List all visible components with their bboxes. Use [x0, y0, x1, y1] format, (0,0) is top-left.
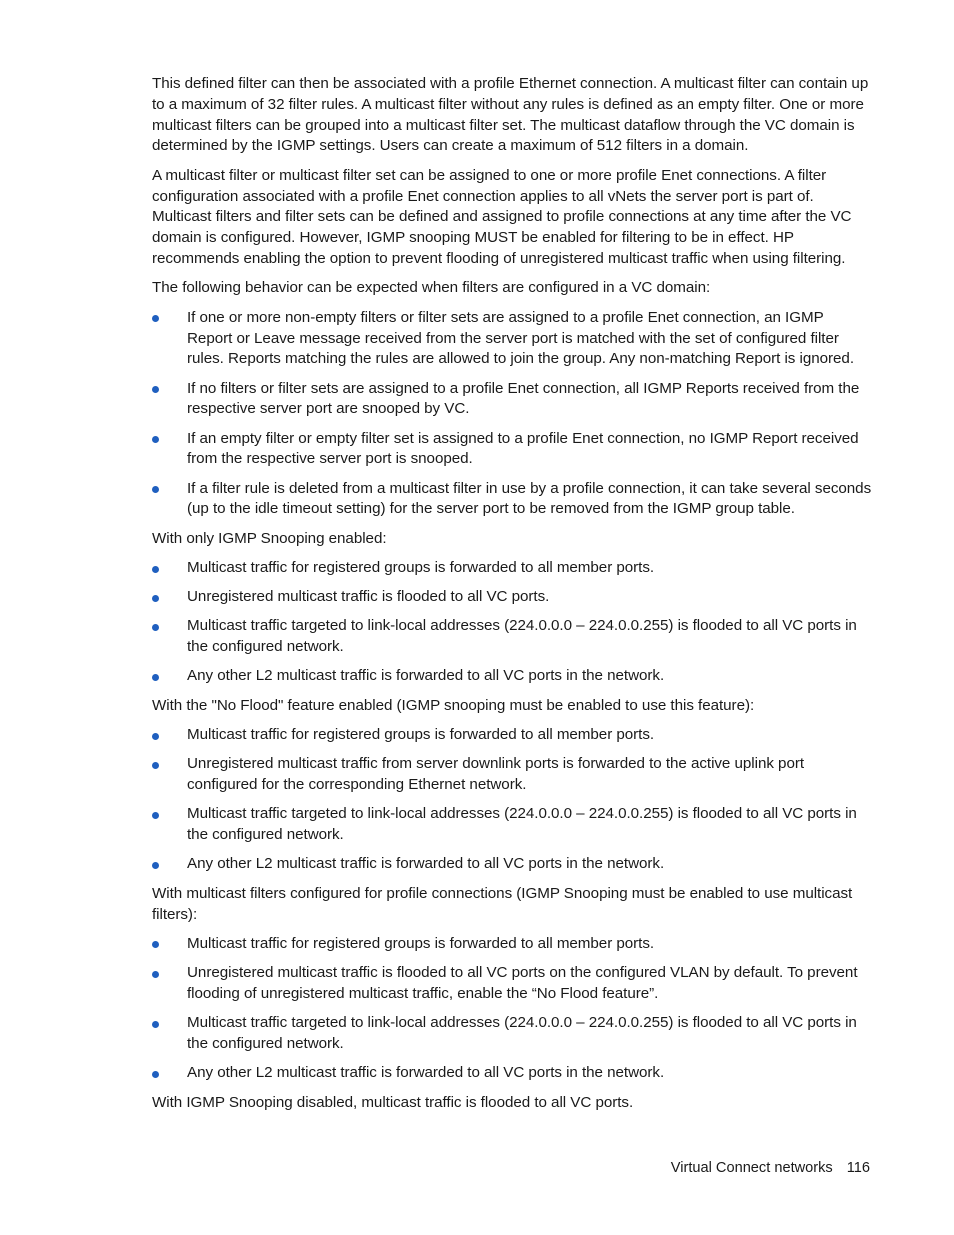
- paragraph-filter-assignment: A multicast filter or multicast filter set can be assigned to one or more profile Enet connections. A filter configuration associated with a profile Enet connection applies to all vNets the server port is part of. Multicast filters and filter sets can be defined and assigned to profile connections at any time after the VC domain is configured. However, IGMP snooping MUST be enabled for filtering to be in effect. HP recommends enabling the option to prevent flooding of unregistered multicast traffic when using filtering.: [152, 166, 852, 267]
- list-item: [152, 754, 872, 796]
- list-item-text: Multicast traffic for registered groups is forwarded to all member ports.: [187, 559, 655, 577]
- footer-section-title: Virtual Connect networks: [670, 1160, 833, 1176]
- bullet-icon: [152, 971, 159, 978]
- list-item: [152, 479, 872, 521]
- bullet-icon: [152, 436, 159, 443]
- list-item: [152, 934, 872, 955]
- bullet-icon: [152, 1021, 159, 1028]
- paragraph-igmp-snooping-only: With only IGMP Snooping enabled:: [152, 529, 387, 547]
- list-item: [152, 558, 872, 579]
- paragraph-expected-behavior-intro: The following behavior can be expected when filters are configured in a VC domain:: [152, 279, 711, 297]
- list-item-text: Any other L2 multicast traffic is forwarded to all VC ports in the network.: [187, 855, 665, 873]
- filter-behavior-list: [152, 308, 872, 520]
- list-item-text: Any other L2 multicast traffic is forwarded to all VC ports in the network.: [187, 1064, 665, 1082]
- bullet-icon: [152, 862, 159, 869]
- bullet-icon: [152, 812, 159, 819]
- list-item: [152, 587, 872, 608]
- bullet-icon: [152, 733, 159, 740]
- list-item-text: If a filter rule is deleted from a multicast filter in use by a profile connection, it can take several seconds (up to the idle timeout setting) for the server port to be removed from the IGMP group table.: [187, 479, 872, 518]
- list-item-text: Multicast traffic targeted to link-local addresses (224.0.0.0 – 224.0.0.255) is flooded to all VC ports in the configured network.: [187, 1014, 857, 1052]
- multicast-filters-list: [152, 934, 872, 1084]
- list-item: [152, 429, 872, 471]
- list-item-text: Multicast traffic targeted to link-local addresses (224.0.0.0 – 224.0.0.255) is flooded to all VC ports in the configured network.: [187, 617, 857, 656]
- bullet-icon: [152, 386, 159, 393]
- bullet-icon: [152, 315, 159, 322]
- list-item: [152, 666, 872, 687]
- list-item: [152, 1063, 872, 1084]
- bullet-icon: [152, 674, 159, 681]
- list-item: [152, 804, 872, 846]
- paragraph-snooping-disabled: With IGMP Snooping disabled, multicast traffic is flooded to all VC ports.: [152, 1093, 634, 1111]
- list-item-text: Unregistered multicast traffic is flooded to all VC ports on the configured VLAN by default. To prevent flooding of unregistered multicast traffic, enable the “No Flood feature”.: [187, 964, 858, 1002]
- bullet-icon: [152, 566, 159, 573]
- bullet-icon: [152, 595, 159, 602]
- list-item-text: If an empty filter or empty filter set is assigned to a profile Enet connection, no IGMP Report received from the respective server port is snooped.: [187, 429, 859, 468]
- list-item: [152, 308, 872, 370]
- list-item: [152, 725, 872, 746]
- bullet-icon: [152, 624, 159, 631]
- paragraph-multicast-filters-configured: With multicast filters configured for profile connections (IGMP Snooping must be enabled to use multicast filters):: [152, 884, 853, 923]
- list-item: [152, 963, 872, 1005]
- bullet-icon: [152, 941, 159, 948]
- list-item-text: Any other L2 multicast traffic is forwarded to all VC ports in the network.: [187, 667, 665, 685]
- paragraph-no-flood-enabled: With the "No Flood" feature enabled (IGMP snooping must be enabled to use this feature):: [152, 696, 755, 714]
- list-item-text: Unregistered multicast traffic from server downlink ports is forwarded to the active uplink port configured for the corresponding Ethernet network.: [187, 755, 805, 794]
- list-item-text: Multicast traffic for registered groups is forwarded to all member ports.: [187, 726, 655, 744]
- list-item: [152, 1013, 872, 1055]
- no-flood-list: [152, 725, 872, 875]
- page-footer: [671, 1158, 870, 1178]
- list-item-text: Unregistered multicast traffic is flooded to all VC ports.: [187, 588, 550, 606]
- list-item-text: If one or more non-empty filters or filter sets are assigned to a profile Enet connection, an IGMP Report or Leave message received from the server port is matched with the set of configured filter rules. Reports matching the rules are allowed to join the group. Any non-matching Report is ignored.: [187, 308, 854, 368]
- igmp-snooping-only-list: [152, 558, 872, 687]
- list-item: [152, 616, 872, 658]
- bullet-icon: [152, 762, 159, 769]
- bullet-icon: [152, 486, 159, 493]
- paragraph-filter-association: This defined filter can then be associated with a profile Ethernet connection. A multicast filter can contain up to a maximum of 32 filter rules. A multicast filter without any rules is defined as an empty filter. One or more multicast filters can be grouped into a multicast filter set. The multicast dataflow through the VC domain is determined by the IGMP settings. Users can create a maximum of 512 filters in a domain.: [152, 75, 869, 155]
- list-item-text: If no filters or filter sets are assigned to a profile Enet connection, all IGMP Reports received from the respective server port are snooped by VC.: [187, 379, 860, 418]
- bullet-icon: [152, 1071, 159, 1078]
- list-item-text: Multicast traffic targeted to link-local addresses (224.0.0.0 – 224.0.0.255) is flooded to all VC ports in the configured network.: [187, 805, 857, 844]
- document-body: [152, 74, 872, 1122]
- list-item: [152, 854, 872, 875]
- page-number: 116: [846, 1160, 870, 1176]
- list-item: [152, 379, 872, 421]
- list-item-text: Multicast traffic for registered groups is forwarded to all member ports.: [187, 934, 655, 952]
